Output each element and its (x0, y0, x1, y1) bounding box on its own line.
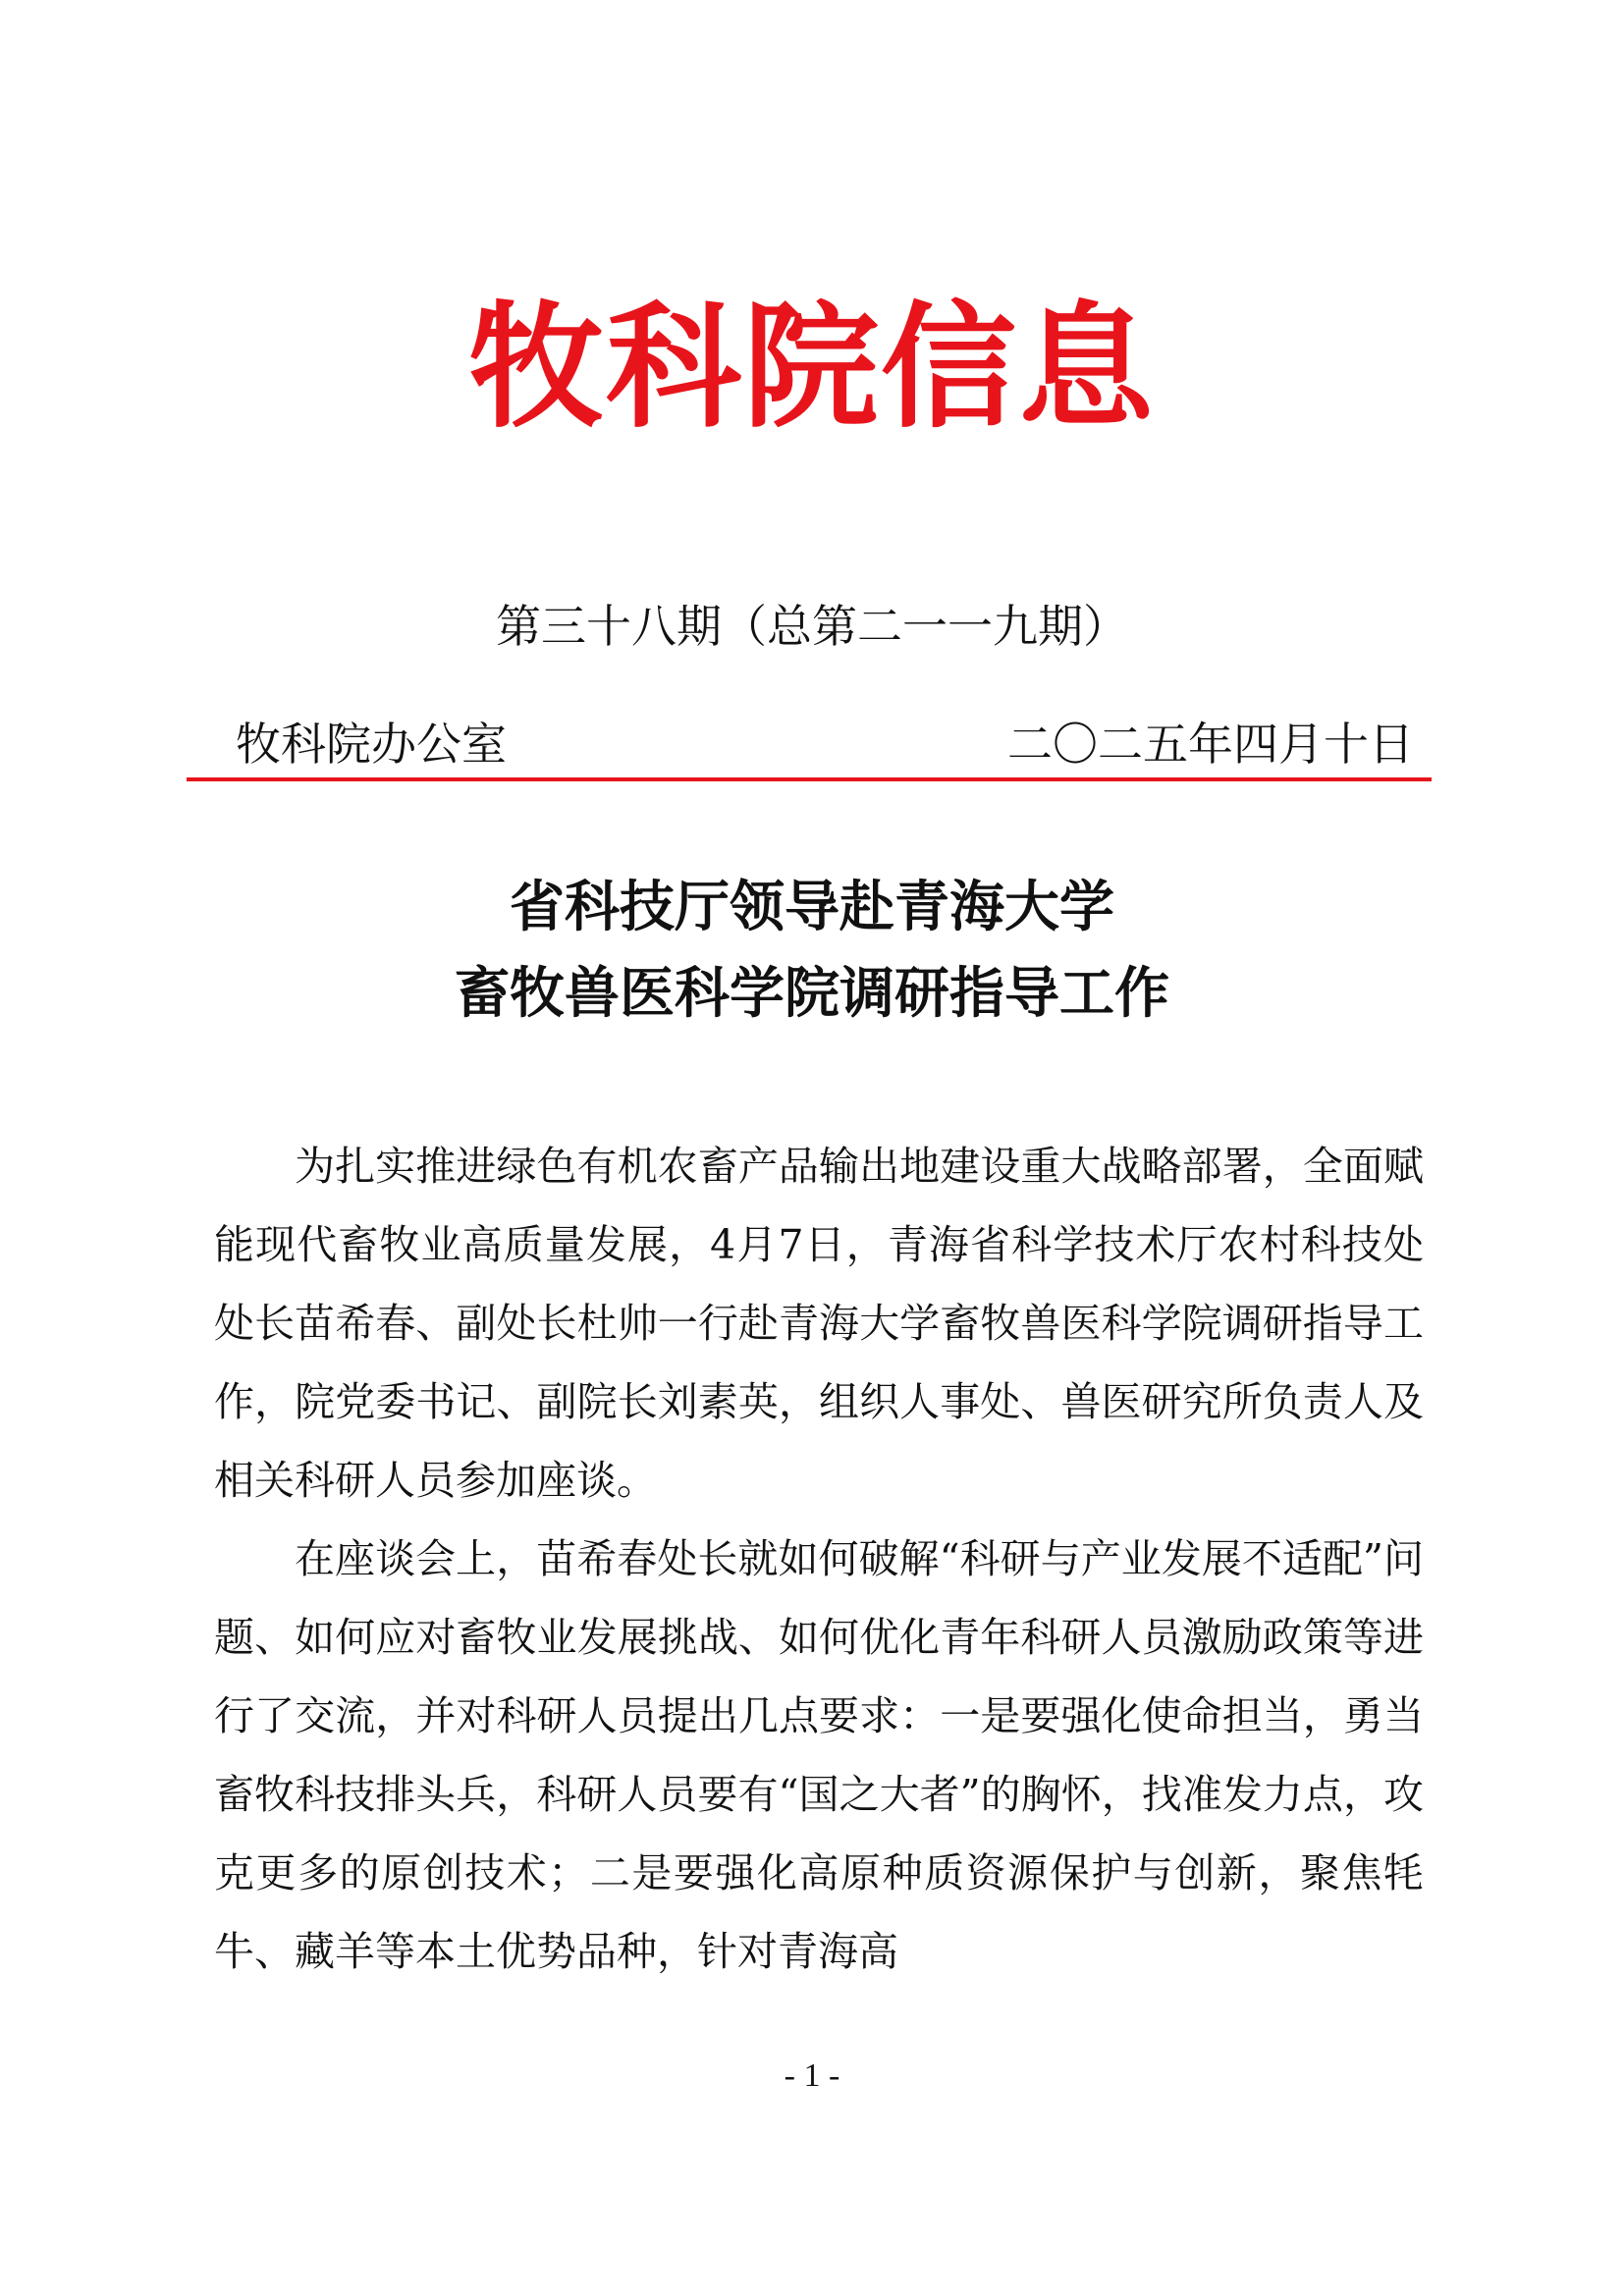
article-body (214, 1127, 1424, 1991)
issuing-office: 牧科院办公室 (236, 718, 507, 771)
issue-date: 二〇二五年四月十日 (1007, 718, 1414, 771)
red-divider (187, 777, 1432, 781)
article-title (0, 864, 1624, 1037)
paragraph-1: 为扎实推进绿色有机农畜产品输出地建设重大战略部署，全面赋能现代畜牧业高质量发展，4月7日，青海省科学技术厅农村科技处处长苗希春、副处长杜帅一行赴青海大学畜牧兽医科学院调研指导工作，院党委书记、副院长刘素英，组织人事处、兽医研究所负责人及相关科研人员参加座谈。 (214, 1143, 1424, 1504)
issue-number: 第三十八期（总第二一一九期） (496, 600, 1128, 653)
issuer-row (236, 713, 1414, 775)
article-title-line-2: 畜牧兽医科学院调研指导工作 (455, 961, 1169, 1026)
article-title-line-1: 省科技厅领导赴青海大学 (510, 875, 1114, 939)
paragraph-2: 在座谈会上，苗希春处长就如何破解“科研与产业发展不适配”问题、如何应对畜牧业发展挑战、如何优化青年科研人员激励政策等进行了交流，并对科研人员提出几点要求：一是要强化使命担当，勇当畜牧科技排头兵，科研人员要有“国之大者”的胸怀，找准发力点，攻克更多的原创技术；二是要强化高原种质资源保护与创新，聚焦牦牛、藏羊等本土优势品种，针对青海高 (214, 1535, 1424, 1975)
page-number: - 1 - (784, 2057, 840, 2094)
masthead-title: 牧科院信息 (467, 289, 1156, 447)
